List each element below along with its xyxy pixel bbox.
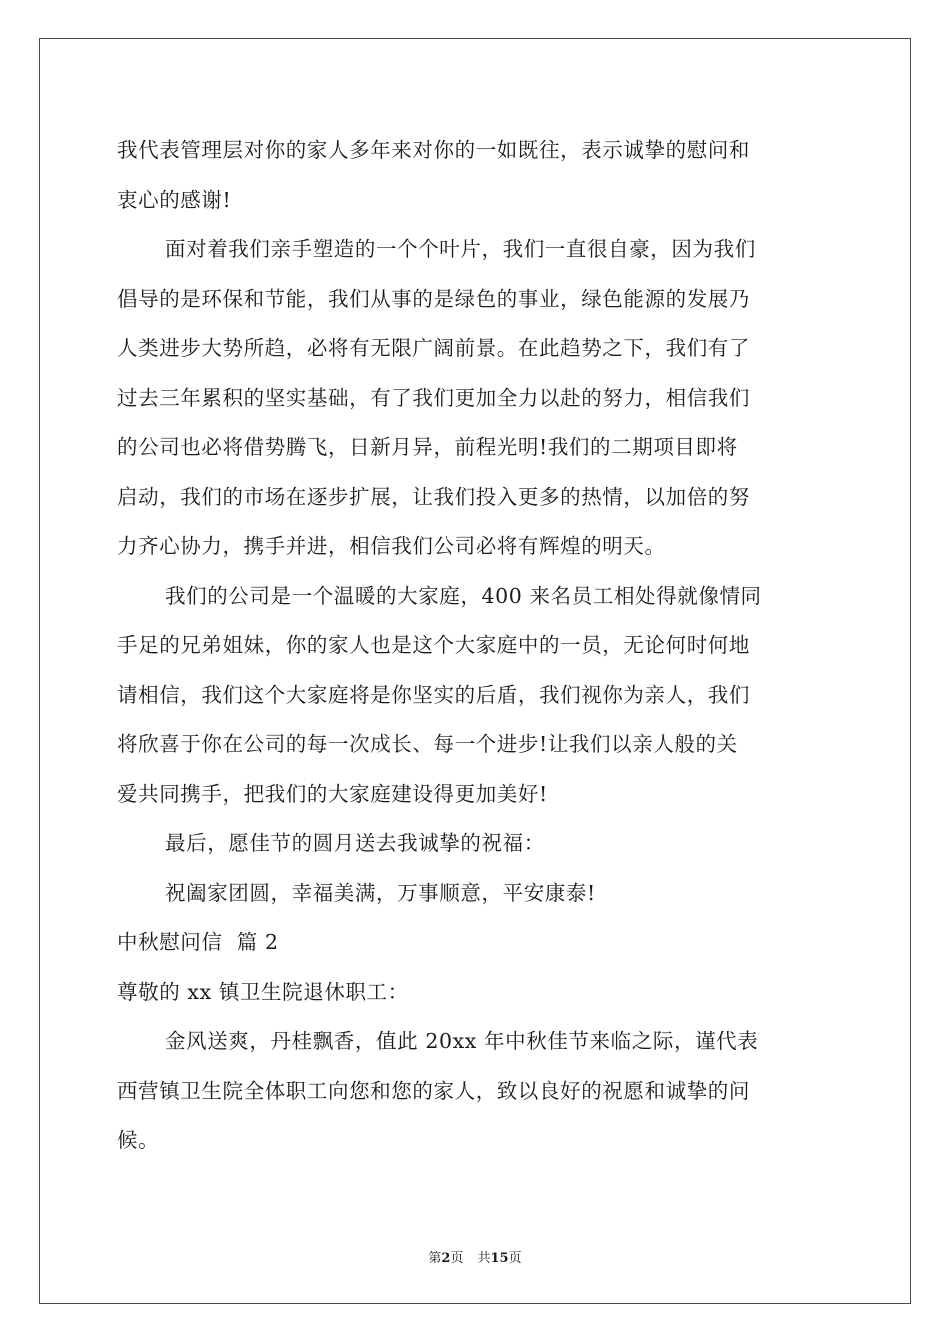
salutation-line: 尊敬的 xx 镇卫生院退休职工： [117, 979, 409, 1004]
text-line: 的公司也必将借势腾飞，日新月异，前程光明!我们的二期项目即将 [117, 435, 738, 459]
page-footer [0, 1247, 950, 1266]
text-line: 力齐心协力，携手并进，相信我们公司必将有辉煌的明天。 [117, 534, 666, 558]
text-line: 候。 [117, 1128, 160, 1152]
text-line: 启动，我们的市场在逐步扩展，让我们投入更多的热情，以加倍的努 [117, 484, 750, 509]
text-line: 将欣喜于你在公司的每一次成长、每一个进步!让我们以亲人般的关 [117, 732, 738, 756]
text-line: 手足的兄弟姐妹，你的家人也是这个大家庭中的一员，无论何时何地 [117, 633, 750, 657]
paragraph-start-line: 面对着我们亲手塑造的一个个叶片，我们一直很自豪，因为我们 [165, 237, 756, 261]
page-suffix: 页 [450, 1251, 464, 1266]
page-prefix: 第 [428, 1251, 442, 1266]
text-line: 爱共同携手，把我们的大家庭建设得更加美好! [117, 781, 548, 806]
text-line: 西营镇卫生院全体职工向您和您的家人，致以良好的祝愿和诚挚的问 [117, 1078, 750, 1103]
text-line: 衷心的感谢! [117, 187, 232, 212]
text-line: 我代表管理层对你的家人多年来对你的一如既往，表示诚挚的慰问和 [117, 138, 750, 162]
total-pages: 15 [490, 1251, 509, 1266]
text-line: 倡导的是环保和节能，我们从事的是绿色的事业，绿色能源的发展乃 [117, 286, 750, 311]
paragraph-start-line: 最后，愿佳节的圆月送去我诚挚的祝福： [165, 831, 545, 855]
paragraph-start-line: 我们的公司是一个温暖的大家庭，400 来名员工相处得就像情同 [165, 583, 762, 608]
paragraph-start-line: 祝阖家团圆，幸福美满，万事顺意，平安康泰! [165, 880, 596, 905]
text-line: 人类进步大势所趋，必将有无限广阔前景。在此趋势之下，我们有了 [117, 336, 750, 360]
text-line: 请相信，我们这个大家庭将是你坚实的后盾，我们视你为亲人，我们 [117, 682, 750, 707]
total-prefix: 共 [477, 1251, 491, 1266]
text-line: 过去三年累积的坚实基础，有了我们更加全力以赴的努力，相信我们 [117, 385, 750, 410]
section-heading: 中秋慰问信 篇 2 [117, 930, 279, 954]
total-suffix: 页 [508, 1251, 522, 1266]
page-number: 2 [441, 1251, 451, 1266]
document-body [117, 126, 835, 1166]
paragraph-start-line: 金风送爽，丹桂飘香，值此 20xx 年中秋佳节来临之际，谨代表 [165, 1029, 759, 1053]
